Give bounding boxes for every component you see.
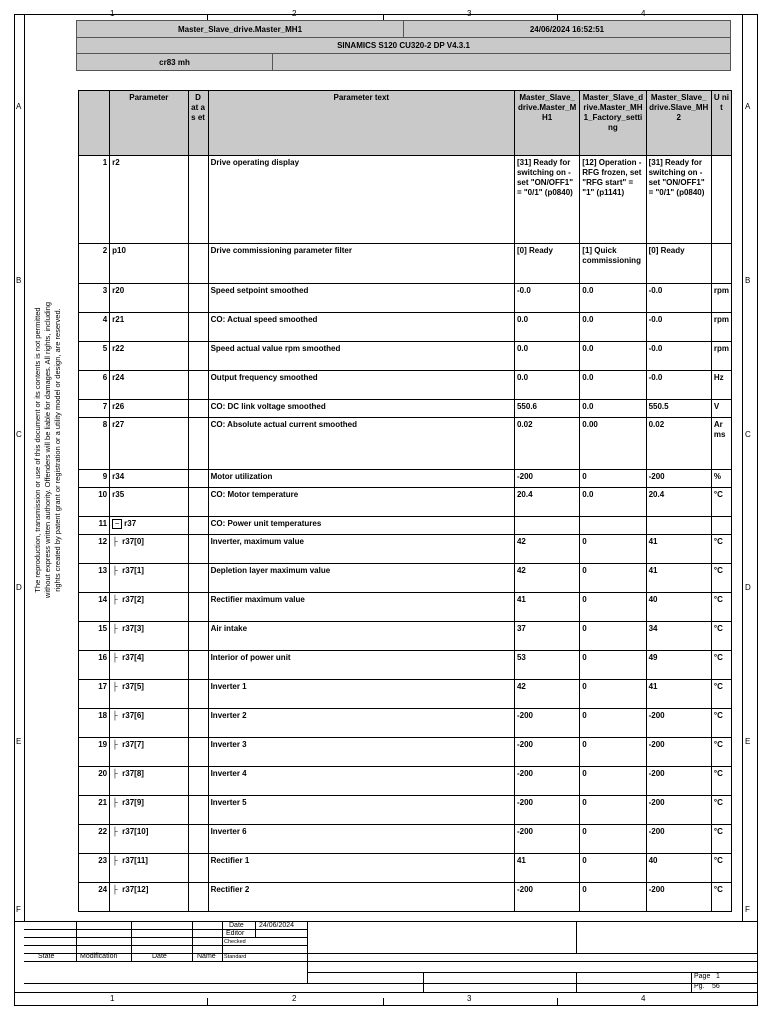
- dataset: [188, 680, 208, 709]
- row-index: 3: [79, 284, 110, 313]
- unit: rpm: [711, 313, 731, 342]
- value-slave: 20.4: [646, 488, 711, 517]
- unit: [711, 517, 731, 535]
- parameter-text: Inverter, maximum value: [208, 535, 514, 564]
- table-row: [79, 564, 732, 593]
- row-letter: C: [16, 430, 22, 439]
- unit: Hz: [711, 371, 731, 400]
- parameter-number: ├ r37[5]: [110, 680, 188, 709]
- parameter-text: Inverter 1: [208, 680, 514, 709]
- parameter-text: Inverter 3: [208, 738, 514, 767]
- parameter-text: Speed actual value rpm smoothed: [208, 342, 514, 371]
- parameter-text: Drive commissioning parameter filter: [208, 244, 514, 284]
- value-slave: -200: [646, 883, 711, 912]
- value-slave: -0.0: [646, 342, 711, 371]
- value-factory: 0: [580, 622, 646, 651]
- dataset: [188, 883, 208, 912]
- value-factory: 0: [580, 767, 646, 796]
- value-slave: [646, 517, 711, 535]
- row-index: 6: [79, 371, 110, 400]
- unit: °C: [711, 651, 731, 680]
- row-index: 14: [79, 593, 110, 622]
- parameter-number: − r37: [110, 517, 188, 535]
- value-factory: 0.0: [580, 488, 646, 517]
- footer-date-label: Date: [229, 922, 244, 929]
- value-master: 20.4: [514, 488, 579, 517]
- value-factory: 0: [580, 470, 646, 488]
- unit: V: [711, 400, 731, 418]
- parameter-number: r20: [110, 284, 188, 313]
- value-slave: 34: [646, 622, 711, 651]
- table-row: [79, 883, 732, 912]
- value-master: 41: [514, 593, 579, 622]
- footer-page-value: 1: [716, 973, 720, 980]
- value-factory: 0: [580, 593, 646, 622]
- value-master: 42: [514, 535, 579, 564]
- unit: °C: [711, 680, 731, 709]
- value-slave: 40: [646, 593, 711, 622]
- footer-page-label: Page: [694, 973, 711, 980]
- row-index: 12: [79, 535, 110, 564]
- header-factory: Master_Slave_drive.Master_MH1_Factory_setting: [580, 91, 646, 156]
- dataset: [188, 767, 208, 796]
- row-index: 15: [79, 622, 110, 651]
- parameter-text: Output frequency smoothed: [208, 371, 514, 400]
- row-index: 7: [79, 400, 110, 418]
- parameter-text: Inverter 4: [208, 767, 514, 796]
- unit: °C: [711, 738, 731, 767]
- unit: °C: [711, 564, 731, 593]
- footer-name-label: Name: [197, 953, 216, 960]
- dataset: [188, 400, 208, 418]
- dataset: [188, 825, 208, 854]
- tree-branch-icon: ├: [112, 595, 118, 604]
- dataset: [188, 156, 208, 244]
- parameter-number: ├ r37[0]: [110, 535, 188, 564]
- header-object: cr83 mh: [76, 53, 273, 71]
- tree-branch-icon: ├: [112, 653, 118, 662]
- header-master: Master_Slave_drive.Master_MH1: [514, 91, 579, 156]
- parameter-number: ├ r37[2]: [110, 593, 188, 622]
- unit: °C: [711, 488, 731, 517]
- value-slave: -200: [646, 709, 711, 738]
- parameter-number: p10: [110, 244, 188, 284]
- value-slave: -200: [646, 825, 711, 854]
- dataset: [188, 709, 208, 738]
- footer-date-value: 24/06/2024: [259, 922, 295, 929]
- column-number: 3: [467, 9, 472, 18]
- tree-branch-icon: ├: [112, 682, 118, 691]
- column-number: 2: [292, 9, 297, 18]
- unit: %: [711, 470, 731, 488]
- header-unit: U ni t: [711, 91, 731, 156]
- row-letter: F: [16, 905, 21, 914]
- parameter-text: CO: Power unit temperatures: [208, 517, 514, 535]
- parameter-number: ├ r37[4]: [110, 651, 188, 680]
- value-factory: 0: [580, 738, 646, 767]
- dataset: [188, 244, 208, 284]
- table-row: [79, 796, 732, 825]
- row-index: 20: [79, 767, 110, 796]
- value-slave: [31] Ready for switching on - set "ON/OFF1" = "0/1" (p0840): [646, 156, 711, 244]
- unit: °C: [711, 796, 731, 825]
- tree-branch-icon: ├: [112, 566, 118, 575]
- parameter-text: Rectifier 2: [208, 883, 514, 912]
- parameter-number: r27: [110, 418, 188, 470]
- parameter-number: ├ r37[3]: [110, 622, 188, 651]
- value-factory: 0: [580, 535, 646, 564]
- value-slave: -200: [646, 767, 711, 796]
- dataset: [188, 488, 208, 517]
- value-factory: 0.0: [580, 371, 646, 400]
- tree-branch-icon: ├: [112, 856, 118, 865]
- unit: [711, 156, 731, 244]
- value-master: -200: [514, 470, 579, 488]
- tree-branch-icon: ├: [112, 537, 118, 546]
- table-row: [79, 342, 732, 371]
- value-factory: 0: [580, 564, 646, 593]
- row-index: 21: [79, 796, 110, 825]
- parameter-number: r21: [110, 313, 188, 342]
- parameter-text: Drive operating display: [208, 156, 514, 244]
- value-master: -200: [514, 709, 579, 738]
- header-index: [79, 91, 110, 156]
- table-row: [79, 284, 732, 313]
- dataset: [188, 284, 208, 313]
- value-factory: [12] Operation - RFG frozen, set "RFG start" = "1" (p1141): [580, 156, 646, 244]
- column-number: 4: [641, 9, 646, 18]
- value-slave: -200: [646, 796, 711, 825]
- footer-editor-label: Editor: [226, 930, 245, 937]
- row-letter: B: [16, 276, 22, 285]
- table-row: [79, 651, 732, 680]
- row-index: 17: [79, 680, 110, 709]
- table-row: [79, 854, 732, 883]
- dataset: [188, 622, 208, 651]
- value-slave: 41: [646, 535, 711, 564]
- value-factory: 0: [580, 796, 646, 825]
- collapse-icon[interactable]: −: [112, 519, 122, 529]
- row-index: 8: [79, 418, 110, 470]
- table-row: [79, 622, 732, 651]
- dataset: [188, 593, 208, 622]
- project-title: Master_Slave_drive.Master_MH1: [76, 20, 404, 38]
- unit: °C: [711, 709, 731, 738]
- parameter-text: Air intake: [208, 622, 514, 651]
- dataset: [188, 738, 208, 767]
- parameter-number: ├ r37[11]: [110, 854, 188, 883]
- header-object-empty: [272, 53, 731, 71]
- footer-pg-value: 56: [712, 983, 720, 990]
- parameter-text: Speed setpoint smoothed: [208, 284, 514, 313]
- row-letter: E: [745, 737, 751, 746]
- value-master: -200: [514, 738, 579, 767]
- value-slave: -200: [646, 738, 711, 767]
- row-index: 11: [79, 517, 110, 535]
- row-letter: E: [16, 737, 22, 746]
- table-row: [79, 371, 732, 400]
- parameter-text: CO: Motor temperature: [208, 488, 514, 517]
- parameter-number: r2: [110, 156, 188, 244]
- value-factory: 0.0: [580, 400, 646, 418]
- value-slave: -200: [646, 470, 711, 488]
- value-factory: [580, 517, 646, 535]
- value-master: -200: [514, 796, 579, 825]
- dataset: [188, 418, 208, 470]
- value-master: 53: [514, 651, 579, 680]
- value-factory: 0.0: [580, 342, 646, 371]
- table-row: [79, 709, 732, 738]
- row-index: 10: [79, 488, 110, 517]
- value-slave: 41: [646, 564, 711, 593]
- dataset: [188, 854, 208, 883]
- value-slave: -0.0: [646, 313, 711, 342]
- value-master: 37: [514, 622, 579, 651]
- row-index: 9: [79, 470, 110, 488]
- value-factory: 0.0: [580, 313, 646, 342]
- value-master: -0.0: [514, 284, 579, 313]
- parameter-number: r24: [110, 371, 188, 400]
- value-factory: 0.0: [580, 284, 646, 313]
- parameter-text: Inverter 5: [208, 796, 514, 825]
- table-row: [79, 593, 732, 622]
- row-index: 5: [79, 342, 110, 371]
- unit: °C: [711, 767, 731, 796]
- parameter-number: r26: [110, 400, 188, 418]
- row-index: 19: [79, 738, 110, 767]
- value-master: 0.0: [514, 342, 579, 371]
- tree-branch-icon: ├: [112, 885, 118, 894]
- parameter-number: ├ r37[6]: [110, 709, 188, 738]
- parameter-text: Interior of power unit: [208, 651, 514, 680]
- parameter-text: Rectifier maximum value: [208, 593, 514, 622]
- dataset: [188, 564, 208, 593]
- parameter-number: ├ r37[7]: [110, 738, 188, 767]
- parameter-number: r34: [110, 470, 188, 488]
- footer-pg-label: Pg.: [694, 983, 705, 990]
- unit: °C: [711, 593, 731, 622]
- dataset: [188, 796, 208, 825]
- value-master: 42: [514, 680, 579, 709]
- parameter-text: Inverter 6: [208, 825, 514, 854]
- parameter-number: ├ r37[1]: [110, 564, 188, 593]
- row-index: 24: [79, 883, 110, 912]
- row-letter: F: [745, 905, 750, 914]
- dataset: [188, 535, 208, 564]
- parameter-text: Depletion layer maximum value: [208, 564, 514, 593]
- row-index: 16: [79, 651, 110, 680]
- row-index: 13: [79, 564, 110, 593]
- value-master: 41: [514, 854, 579, 883]
- value-master: -200: [514, 825, 579, 854]
- row-letter: D: [745, 583, 751, 592]
- unit: °C: [711, 883, 731, 912]
- unit: Arms: [711, 418, 731, 470]
- column-number: 4: [641, 994, 646, 1003]
- value-factory: 0: [580, 854, 646, 883]
- unit: °C: [711, 854, 731, 883]
- header-datetime: 24/06/2024 16:52:51: [403, 20, 731, 38]
- parameter-text: CO: Actual speed smoothed: [208, 313, 514, 342]
- row-index: 2: [79, 244, 110, 284]
- unit: °C: [711, 825, 731, 854]
- row-index: 22: [79, 825, 110, 854]
- table-row: [79, 400, 732, 418]
- row-index: 4: [79, 313, 110, 342]
- table-row: [79, 767, 732, 796]
- parameter-number: ├ r37[8]: [110, 767, 188, 796]
- value-slave: 41: [646, 680, 711, 709]
- value-slave: [0] Ready: [646, 244, 711, 284]
- tree-branch-icon: ├: [112, 624, 118, 633]
- value-slave: -0.0: [646, 371, 711, 400]
- value-slave: 0.02: [646, 418, 711, 470]
- table-row: [79, 418, 732, 470]
- footer-modification-label: Modification: [80, 953, 118, 960]
- row-index: 18: [79, 709, 110, 738]
- column-number: 1: [110, 994, 115, 1003]
- parameter-text: Inverter 2: [208, 709, 514, 738]
- parameter-table: [78, 90, 732, 912]
- footer-state-label: State: [38, 953, 55, 960]
- value-master: 0.0: [514, 313, 579, 342]
- table-row: [79, 680, 732, 709]
- dataset: [188, 313, 208, 342]
- dataset: [188, 470, 208, 488]
- tree-branch-icon: ├: [112, 769, 118, 778]
- unit: [711, 244, 731, 284]
- dataset: [188, 371, 208, 400]
- parameter-text: Rectifier 1: [208, 854, 514, 883]
- value-slave: 40: [646, 854, 711, 883]
- value-slave: 550.5: [646, 400, 711, 418]
- row-letter: C: [745, 430, 751, 439]
- table-row: [79, 488, 732, 517]
- table-row: [79, 244, 732, 284]
- unit: °C: [711, 535, 731, 564]
- table-row: [79, 470, 732, 488]
- value-factory: 0: [580, 825, 646, 854]
- value-factory: 0: [580, 680, 646, 709]
- value-factory: 0: [580, 883, 646, 912]
- table-header-row: [79, 91, 732, 156]
- header-parameter-text: Parameter text: [208, 91, 514, 156]
- row-letter: B: [745, 276, 751, 285]
- parameter-number: r35: [110, 488, 188, 517]
- value-master: 0.0: [514, 371, 579, 400]
- value-master: 0.02: [514, 418, 579, 470]
- value-slave: -0.0: [646, 284, 711, 313]
- dataset: [188, 517, 208, 535]
- footer-standard-label: Standard: [224, 954, 247, 960]
- unit: rpm: [711, 342, 731, 371]
- row-index: 1: [79, 156, 110, 244]
- parameter-text: CO: Absolute actual current smoothed: [208, 418, 514, 470]
- header-dataset: D at a s et: [188, 91, 208, 156]
- copyright-notice: The reproduction, transmission or use of this document or its contents is not permitted without express written authority. Offenders will be liable for damages. All rights, including rights created by patent grant or registration or a utility model or design, are reserved.: [33, 301, 62, 599]
- table-row: [79, 738, 732, 767]
- tree-branch-icon: ├: [112, 798, 118, 807]
- value-master: [0] Ready: [514, 244, 579, 284]
- parameter-number: ├ r37[9]: [110, 796, 188, 825]
- value-factory: 0: [580, 651, 646, 680]
- column-number: 3: [467, 994, 472, 1003]
- parameter-number: ├ r37[12]: [110, 883, 188, 912]
- value-master: [514, 517, 579, 535]
- value-master: 42: [514, 564, 579, 593]
- parameter-number: ├ r37[10]: [110, 825, 188, 854]
- footer-date-column-label: Date: [152, 953, 167, 960]
- tree-branch-icon: ├: [112, 740, 118, 749]
- table-row: [79, 825, 732, 854]
- parameter-number: r22: [110, 342, 188, 371]
- value-master: -200: [514, 883, 579, 912]
- table-row: [79, 535, 732, 564]
- value-factory: 0: [580, 709, 646, 738]
- footer-checked-label: Checked: [224, 939, 246, 945]
- table-row: [79, 313, 732, 342]
- row-letter: A: [745, 102, 751, 111]
- header-slave: Master_Slave_drive.Slave_MH2: [646, 91, 711, 156]
- dataset: [188, 342, 208, 371]
- parameter-text: Motor utilization: [208, 470, 514, 488]
- row-letter: D: [16, 583, 22, 592]
- row-letter: A: [16, 102, 22, 111]
- column-number: 2: [292, 994, 297, 1003]
- table-row: [79, 156, 732, 244]
- value-master: 550.6: [514, 400, 579, 418]
- header-parameter: Parameter: [110, 91, 188, 156]
- value-master: -200: [514, 767, 579, 796]
- unit: rpm: [711, 284, 731, 313]
- table-row: [79, 517, 732, 535]
- column-number: 1: [110, 9, 115, 18]
- value-slave: 49: [646, 651, 711, 680]
- value-factory: [1] Quick commissioning: [580, 244, 646, 284]
- tree-branch-icon: ├: [112, 827, 118, 836]
- row-index: 23: [79, 854, 110, 883]
- header-subtitle: SINAMICS S120 CU320-2 DP V4.3.1: [76, 37, 731, 54]
- unit: °C: [711, 622, 731, 651]
- parameter-text: CO: DC link voltage smoothed: [208, 400, 514, 418]
- value-master: [31] Ready for switching on - set "ON/OFF1" = "0/1" (p0840): [514, 156, 579, 244]
- dataset: [188, 651, 208, 680]
- tree-branch-icon: ├: [112, 711, 118, 720]
- value-factory: 0.00: [580, 418, 646, 470]
